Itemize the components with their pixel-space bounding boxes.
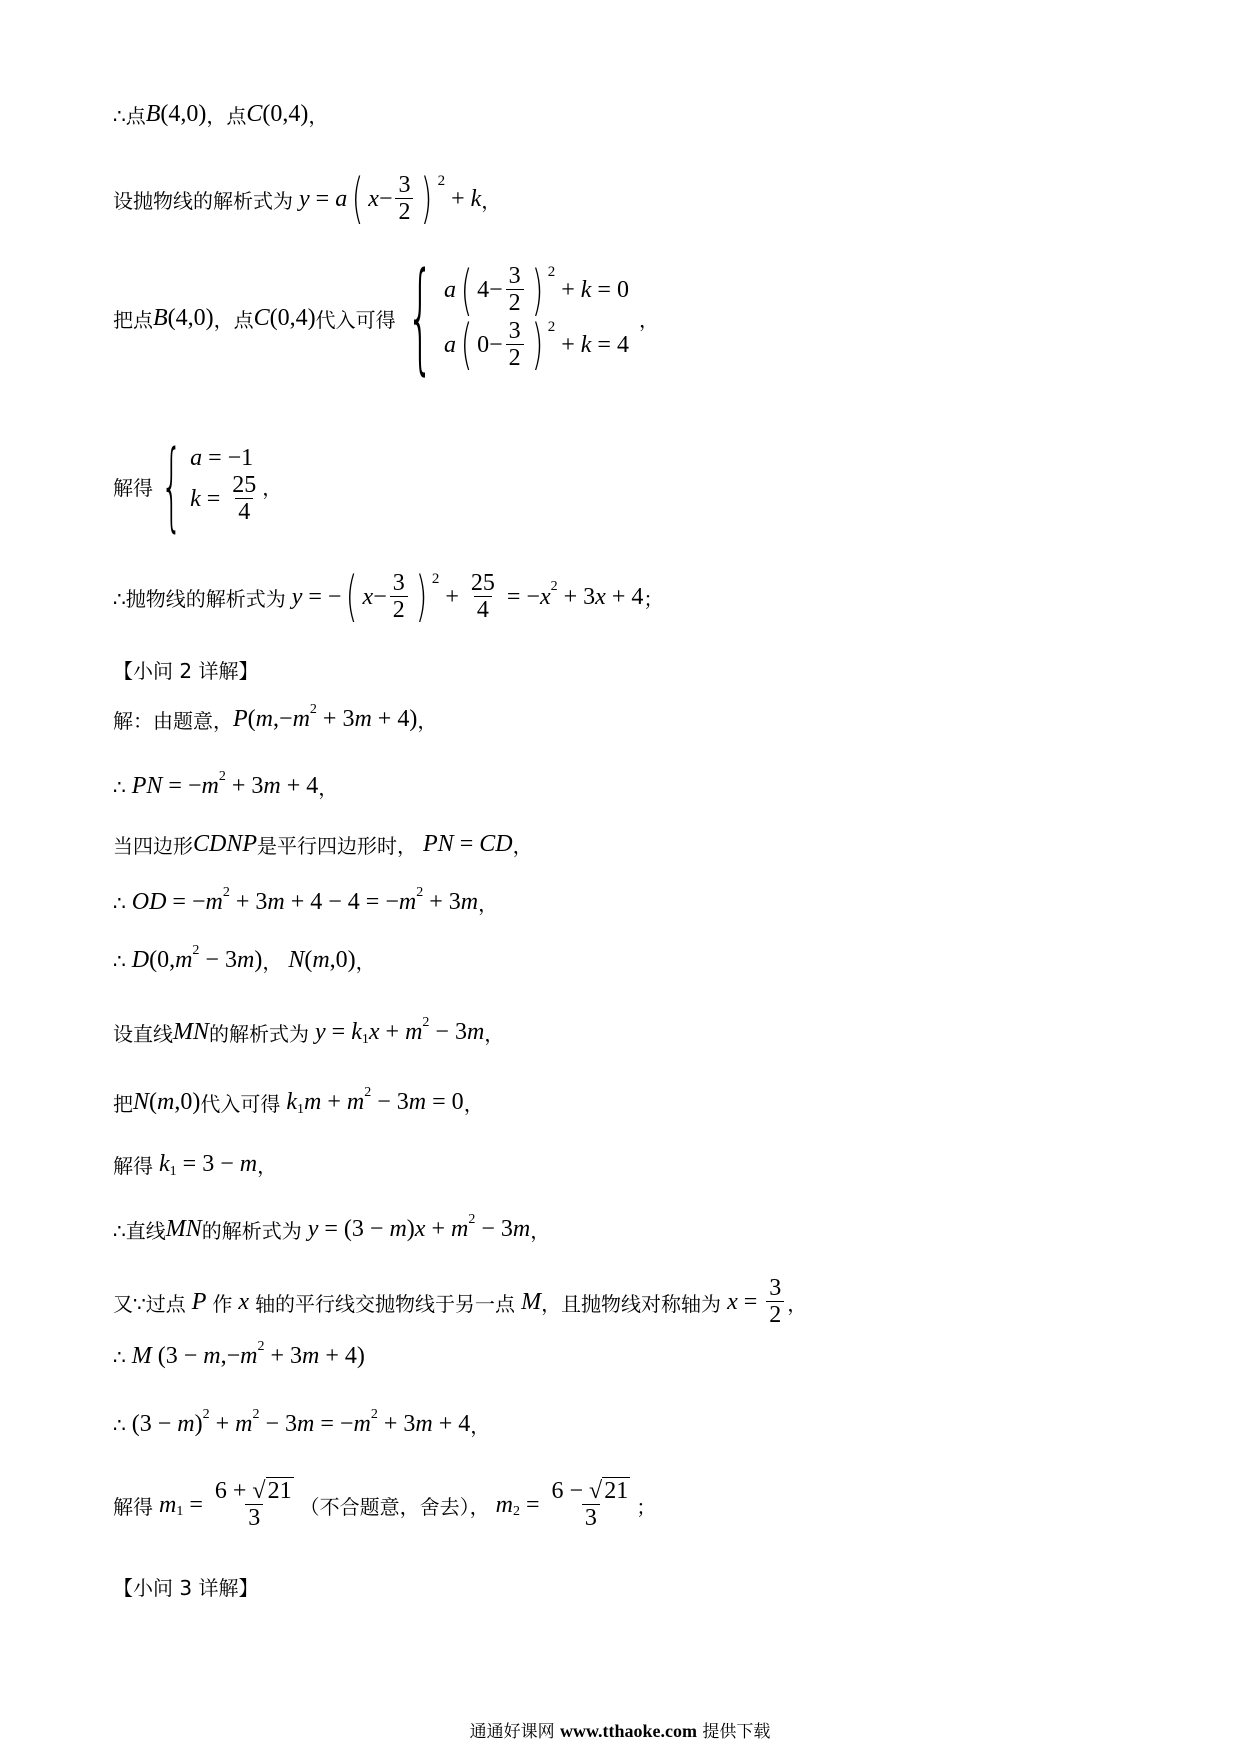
text: 代入可得 [200,1092,281,1116]
line-k1: 解得 k 1 = 3 − m ， [113,1151,278,1179]
line-substitute: 把点 B (4,0) ，点 C (0,4) 代入可得 { a ( 4− $\frac{3}{2}$ ) 2 + k = 0 a ( 0− $\frac{3}{2}$ ) 2 + k = 4 ， [113,248,659,387]
text: ∴抛物线的解析式为 [113,586,286,611]
text: ，点 [213,307,254,332]
line-parabola-result: ∴抛物线的解析式为 y = − ( x − $\frac{3}{2}$ ) 2 + $\frac{25}{4}$ = − x 2 + 3 x + 4 ； [113,565,664,629]
text: ， [318,776,339,800]
text: ∴ [113,1412,126,1437]
text: ， [484,1022,505,1046]
line-equation-m: ∴ (3 − m ) 2 + m 2 − 3 m = − m 2 + 3 m + 4 ， [113,1406,491,1438]
text: 解：由题意， [113,709,233,733]
line-solve-ak: 解得 { a = −1 k = $\frac{25}{4}$ ， [113,430,283,542]
text: 解得 [113,475,153,500]
text: ， [530,1219,551,1243]
footer-url[interactable]: www.tthaoke.com [560,1721,697,1741]
text: ， [512,834,533,858]
text: 轴的平行线交抛物线于另一点 [255,1291,516,1316]
text: ∴ [113,948,126,973]
text: 又∵过点 [113,1291,186,1316]
text: ； [636,1494,657,1519]
text: ， [470,1414,491,1438]
text: 代入可得 [315,307,396,332]
section-heading-q3: 【小问 3 详解】 [113,1576,259,1600]
text: 的解析式为 [201,1219,302,1243]
text: ， [478,892,499,916]
text: ， [787,1291,808,1316]
footer-site: 通通好课网 [469,1722,555,1742]
text: ∴点 [113,104,146,128]
line-vertex-form: 设抛物线的解析式为 y = a ( x − $\frac{3}{2}$ ) 2 + k ， [113,167,502,231]
text: ； [643,586,664,611]
text: 设抛物线的解析式为 [113,188,293,213]
text: 解得 [113,1154,153,1178]
page-footer [0,1717,1240,1742]
text: ， [262,950,283,974]
text: 作 [212,1291,233,1316]
text: ， [463,1092,484,1116]
text: 的解析式为 [209,1022,309,1046]
text: ， [638,307,659,332]
text: ， [308,104,329,128]
text: ∴ [113,1344,126,1369]
line-solve-m: 解得 m 1 = $\frac{6 + √21}{3}$ （不合题意，舍去）， m 2 = $\frac{6 - √21}{3}$ ； [113,1478,657,1532]
text: ， [355,950,376,974]
text: ∴直线 [113,1219,166,1243]
line-point-p: 解：由题意， P ( m ,− m 2 + 3 m + 4) ， [113,701,438,733]
text: 把 [113,1092,133,1116]
text: （不合题意，舍去）， [299,1494,490,1519]
line-mn-result: ∴直线 MN 的解析式为 y = (3 − m ) x + m 2 − 3 m ， [113,1211,551,1243]
text: 是平行四边形时， [257,834,418,858]
text: ， [417,709,438,733]
text: ∴ [113,774,126,799]
line-mn-form: 设直线 MN 的解析式为 y = k 1 x + m 2 − 3 m ， [113,1014,505,1047]
line-pn: ∴ PN = − m 2 + 3 m + 4 ， [113,768,339,800]
line-axis-symmetry: 又∵过点 P 作 x 轴的平行线交抛物线于另一点 M ，且抛物线对称轴为 x = $\frac{3}{2}$ ， [113,1275,808,1329]
footer-tail: 提供下载 [702,1722,771,1742]
text: 解得 [113,1494,153,1519]
text: 当四边形 [113,834,193,858]
line-parallelogram: 当四边形 CDNP 是平行四边形时， PN = CD ， [113,831,533,858]
text: ∴ [113,890,126,915]
text: ， [257,1154,278,1178]
text: 设直线 [113,1022,173,1046]
text: 把点 [113,307,153,332]
line-od: ∴ OD = − m 2 + 3 m + 4 − 4 = − m 2 + 3 m ， [113,884,499,916]
line-d-n: ∴ D (0, m 2 − 3 m ) ， N ( m ,0) ， [113,942,376,974]
line-point-m: ∴ M (3 − m ,− m 2 + 3 m + 4) [113,1338,365,1369]
line-sub-n: 把 N ( m ,0) 代入可得 k 1 m + m 2 − 3 m = 0 ， [113,1084,484,1117]
text: ，且抛物线对称轴为 [541,1291,722,1316]
text: ， [262,475,283,500]
text: ，点 [206,104,247,128]
section-heading-q2: 【小问 2 详解】 [113,659,259,683]
line-points-bc: ∴点 B (4,0) ，点 C (0,4) ， [113,101,329,128]
text: ， [481,188,502,213]
